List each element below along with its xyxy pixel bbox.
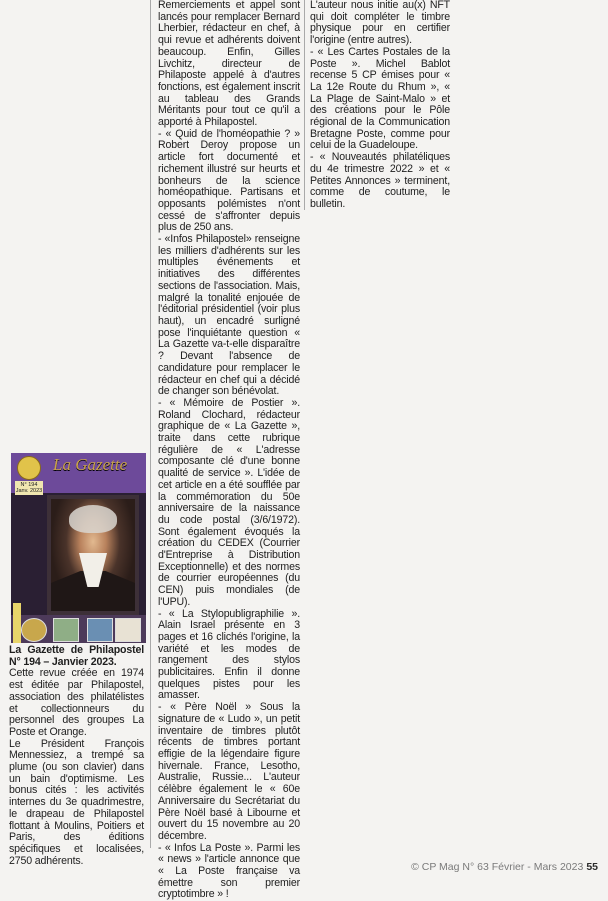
stamp-icon [53, 618, 79, 642]
paragraph: - « La Stylopubligraphilie ». Alain Israel présente en 3 pages et 16 clichés l'origine, la variété et les modes de rangement des stylos publicitaires. Enfin il donne quelques pistes pour les amasser. [158, 607, 300, 702]
paragraph: Remerciements et appel sont lancés pour remplacer Bernard Lherbier, rédacteur en chef, à qui revue et adhérents doivent beaucoup. Enfin, Gilles Livchitz, directeur de Philaposte appelé à d'autres fonctions, est également inscrit au tableau des Grands Méritants pour tout ce qu'il a apporté à Philapostel. [158, 0, 300, 129]
portrait-hair [69, 505, 117, 533]
gazette-cover-image [11, 453, 146, 643]
page-number: 55 [586, 861, 598, 873]
footer-credit: © CP Mag N° 63 Février - Mars 2023 [411, 861, 584, 873]
paragraph: Le Président François Mennessiez, a trempé sa plume (ou son clavier) dans un bain d'optimisme. Les bonus cités : les activités internes du 3e quadrimestre, le drapeau de Philapostel flottant à Moulins, Poitiers et Paris, des éditions spécifiques et localisées, 2750 adhérents. [9, 737, 144, 867]
cover-side-tab [13, 603, 21, 643]
stamp-icon [115, 618, 141, 642]
paragraph: L'auteur nous initie au(x) NFT qui doit compléter le timbre physique pour en certifier l'origine (entre autres). [310, 0, 450, 47]
paragraph: - « Père Noël » Sous la signature de « Ludo », un petit inventaire de timbres plutôt récents de timbres portant effigie de la légendaire figure hivernale. France, Lesotho, Australie, Russie... L'auteur célèbre également le « 60e Anniversaire du Secrétariat du Père Noël basé à Libourne et ouvert du 15 novembre au 20 décembre. [158, 701, 300, 842]
medal-icon [21, 618, 47, 642]
paragraph: - « Quid de l'homéopathie ? » Robert Deroy propose un article fort documenté et richement illustré sur heurts et bonheurs de la science homéopathique. Partisans et opposants polémistes n'ont cessé de s'affronter depuis plus de 250 ans. [158, 127, 300, 234]
philapostel-logo-icon [17, 456, 41, 480]
paragraph: - « Nouveautés philatéliques du 4e trimestre 2022 » et « Petites Annonces » terminent, comme de coutume, le bulletin. [310, 151, 450, 210]
column-divider [150, 0, 151, 848]
cover-masthead: La Gazette [53, 455, 128, 474]
paragraph: - « Les Cartes Postales de la Poste ». Michel Bablot recense 5 CP émises pour « La 12e Route du Rhum », « La Plage de Saint-Malo » et des créations pour le Pôle régional de la Communication Bretagne Poste, comme pour celui de la Guadeloupe. [310, 45, 450, 152]
column-middle [158, 0, 300, 901]
paragraph: - «Infos Philapostel» renseigne les milliers d'adhérents sur les multiples événements et initiatives des différentes sections de l'association. Mais, malgré la tonalité enjouée de l'éditorial présidentiel (voir plus haut), un encadré surligné pose l'inquiétante question « La Gazette va-t-elle disparaître ? Devant l'absence de candidature pour remplacer le rédacteur en chef qui a décidé de changer son bénévolat. [158, 233, 300, 398]
column-left [9, 645, 144, 867]
cover-caption: La Gazette de Philapostel N° 194 – Janvier 2023. [9, 644, 144, 668]
cover-issue-badge: N° 194 Janv. 2023 [15, 482, 43, 494]
column-right [310, 0, 450, 211]
paragraph: - « Mémoire de Postier ». Roland Clochard, rédacteur graphique de « La Gazette », traite dans cette rubrique régulière de « L'adresse composante clé d'une bonne qualité de service ». L'idée de cet article en a été soufflée par la commémoration du 50e anniversaire de la naissance du code postal (3/6/1972). Sont également évoqués la création du CEDEX (Courrier d'Entreprise à Distribution Exceptionnelle) et des normes de courrier européennes (du CEN) puis mondiales (de l'UPU). [158, 396, 300, 608]
column-divider [304, 0, 305, 210]
paragraph: Cette revue créée en 1974 est éditée par Philapostel, association des philatélistes et collectionneurs du personnel des groupes La Poste et Orange. [9, 667, 144, 738]
page-footer [386, 861, 598, 873]
stamp-icon [87, 618, 113, 642]
paragraph: - « Infos La Poste ». Parmi les « news » l'article annonce que « La Poste française va émettre son premier cryptotimbre » ! [158, 841, 300, 901]
